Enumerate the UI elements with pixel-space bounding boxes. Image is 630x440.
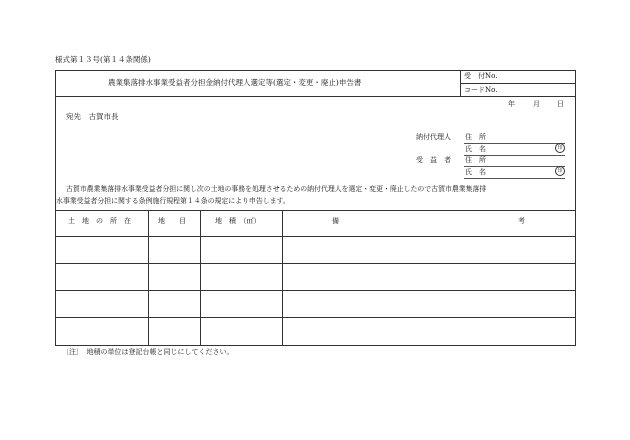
column-header-location: 土 地 の 所 在 bbox=[68, 217, 131, 225]
beneficiary-address-label: 住 所 bbox=[465, 156, 486, 164]
beneficiary-label: 受 益 者 bbox=[416, 156, 451, 164]
table-row-4-remarks-cell[interactable] bbox=[283, 318, 575, 345]
footnote: 〔注〕 地積の単位は登記台帳と同じにしてください。 bbox=[62, 348, 234, 356]
column-header-remarks-2: 考 bbox=[518, 217, 525, 225]
table-row-4-area-cell[interactable] bbox=[201, 318, 282, 345]
table-row-3-remarks-cell[interactable] bbox=[283, 291, 575, 317]
form-title: 農業集落排水事業受益者分担金納付代理人選定等(選定・変更・廃止)申告書 bbox=[108, 78, 362, 87]
receipt-number-label: 受 付No. bbox=[464, 72, 498, 80]
code-number-label: コードNo. bbox=[464, 86, 498, 94]
agent-seal-mark: 印 bbox=[555, 143, 565, 153]
table-row-2-category-cell[interactable] bbox=[149, 264, 200, 290]
table-row-3-location-cell[interactable] bbox=[56, 291, 148, 317]
table-row-2-location-cell[interactable] bbox=[56, 264, 148, 290]
table-row-4-location-cell[interactable] bbox=[56, 318, 148, 345]
table-row-1-remarks-cell[interactable] bbox=[283, 237, 575, 263]
table-row-1-location-cell[interactable] bbox=[56, 237, 148, 263]
agent-label: 納付代理人 bbox=[416, 133, 451, 141]
column-header-remarks-1: 備 bbox=[332, 217, 339, 225]
declaration-text-line1: 古賀市農業集落排水事業受益者分担に関し次の土地の事務を処理させるための納付代理人を選定・変更・廃止したので古賀市農業集落排 bbox=[66, 185, 487, 193]
agent-name-label: 氏 名 bbox=[465, 145, 486, 153]
beneficiary-name-line[interactable] bbox=[464, 178, 565, 179]
table-row-1-category-cell[interactable] bbox=[149, 237, 200, 263]
date-day-label: 日 bbox=[557, 100, 564, 108]
declaration-text-line2: 水事業受益者分担に関する条例施行規程第１４条の規定により申告します。 bbox=[56, 197, 290, 205]
table-row-2-area-cell[interactable] bbox=[201, 264, 282, 290]
table-row-4-category-cell[interactable] bbox=[149, 318, 200, 345]
date-month-label: 月 bbox=[533, 100, 540, 108]
table-row-3-category-cell[interactable] bbox=[149, 291, 200, 317]
beneficiary-seal-mark: 印 bbox=[555, 166, 565, 176]
column-header-land-category: 地 目 bbox=[158, 217, 186, 225]
beneficiary-address-line[interactable] bbox=[464, 166, 565, 167]
column-header-area: 地 積 （㎡） bbox=[215, 217, 261, 225]
table-row-2-remarks-cell[interactable] bbox=[283, 264, 575, 290]
addressee: 宛先 古賀市長 bbox=[66, 112, 119, 121]
form-number: 様式第１３号(第１４条関係) bbox=[55, 55, 151, 64]
agent-address-line[interactable] bbox=[464, 143, 565, 144]
agent-address-label: 住 所 bbox=[465, 133, 486, 141]
table-row-3-area-cell[interactable] bbox=[201, 291, 282, 317]
table-row-1-area-cell[interactable] bbox=[201, 237, 282, 263]
date-year-label: 年 bbox=[508, 100, 515, 108]
beneficiary-name-label: 氏 名 bbox=[465, 168, 486, 176]
